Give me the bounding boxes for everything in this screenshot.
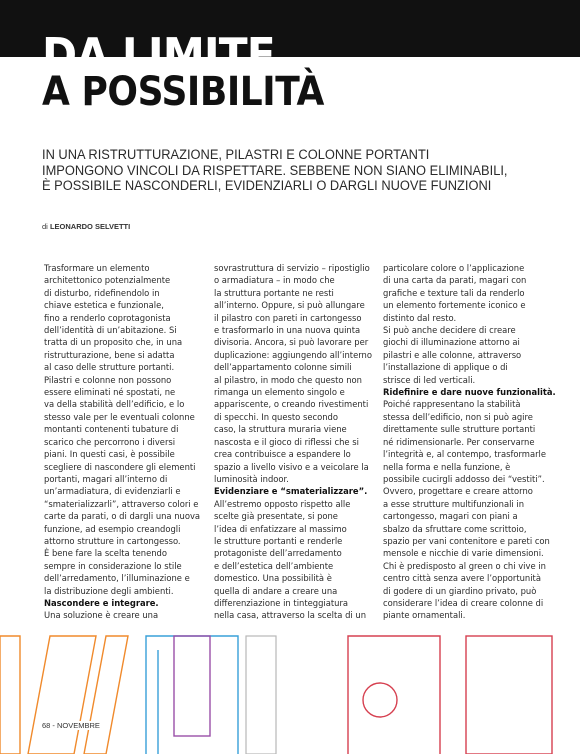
body-line: le strutture portanti e renderle [214, 535, 343, 546]
body-line: giochi di illuminazione attorno ai [383, 337, 520, 348]
body-line: “smaterializzarli”, attraverso colori e [44, 498, 199, 509]
body-line: particolare colore o l’applicazione [383, 263, 525, 273]
body-line: di una carta da parati, magari con [383, 275, 527, 286]
body-line: sbalzo da sfruttare come scrittoio, [383, 523, 527, 534]
body-line: protagoniste dell’arredamento [214, 548, 342, 559]
section-heading: Ridefinire e dare nuove funzionalità. [383, 387, 556, 398]
body-line: sempre in considerazione lo stile [44, 560, 182, 571]
text-column-2 [214, 262, 372, 622]
body-line: appariscente, o creando rivestimenti [214, 399, 369, 410]
body-line: dell’identità di un’abitazione. Si [44, 325, 177, 336]
body-line: fino a renderlo coprotagonista [44, 312, 171, 323]
body-line: portanti, magari all’interno di [44, 473, 168, 484]
subtitle-line: IN UNA RISTRUTTURAZIONE, PILASTRI E COLONNE PORTANTI [42, 147, 430, 162]
body-line: sovrastruttura di servizio – ripostiglio [214, 263, 370, 273]
subtitle [42, 147, 542, 194]
body-line: Pilastri e colonne non possono [44, 374, 172, 385]
body-line: pilastri e alle colonne, attraverso [383, 349, 522, 360]
body-line: l’idea di enfatizzare al massimo [214, 523, 347, 534]
body-line: considerare l’idea di creare colonne di [383, 597, 544, 608]
body-line: scegliere di nascondere gli elementi [44, 461, 196, 472]
section-heading: Nascondere e integrare. [44, 597, 159, 608]
body-line: stesso vale per le eventuali colonne [44, 411, 195, 422]
body-line: chiave estetica e funzionale, [44, 300, 164, 311]
body-line: dell’arredamento, l’illuminazione e [44, 573, 190, 584]
page-folio: 68 - NOVEMBRE [42, 721, 100, 730]
body-line: la distribuzione degli ambienti. [44, 585, 174, 596]
body-line: il pilastro con pareti in cartongesso [214, 312, 362, 323]
body-line: È bene fare la scelta tenendo [44, 548, 167, 559]
body-line: Trasformare un elemento [44, 263, 150, 273]
body-line: montanti contenenti tubature di [44, 424, 179, 435]
orange-pillar [28, 636, 96, 754]
red-column [466, 636, 552, 754]
subtitle-line: IMPONGONO VINCOLI DA RISPETTARE. SEBBENE NON SIANO ELIMINABILI, [42, 162, 508, 178]
body-line: e trasformarlo in una nuova quinta [214, 325, 361, 336]
body-line: di godere di un giardino privato, può [383, 585, 537, 596]
grey-pillar [246, 636, 276, 754]
orange-pillars [0, 636, 128, 754]
body-line: va della stabilità dell’edificio, e lo [44, 399, 185, 410]
body-line: attorno strutture in cartongesso. [44, 535, 181, 546]
body-line: l’integrità e, al contempo, trasformarle [383, 449, 547, 460]
body-line: piante ornamentali. [383, 610, 466, 621]
body-line: e dell’estetica dell’ambiente [214, 560, 334, 571]
body-line: o armadiatura – in modo che [214, 275, 335, 286]
body-line: all’interno. Oppure, si può allungare [214, 300, 365, 311]
body-line: un’armadiatura, di evidenziarli e [44, 486, 181, 497]
body-line: Chi è predisposto al green o chi vive in [383, 560, 546, 571]
body-line: Poiché rappresentano la stabilità [383, 399, 521, 410]
body-line: un elemento fortemente iconico e [383, 300, 526, 311]
body-line: All’estremo opposto rispetto alle [214, 498, 351, 509]
body-line: divisoria. Ancora, si può lavorare per [214, 337, 369, 348]
body-line: al pilastro, in modo che questo non [214, 374, 362, 385]
body-line: tratta di un proposito che, in una [44, 337, 183, 348]
section-heading: Evidenziare e “smaterializzare”. [214, 486, 368, 497]
body-line: l’installazione di applique o di [383, 362, 508, 373]
body-line: spazio per vani contenitore e pareti con [383, 535, 550, 546]
byline [42, 222, 130, 231]
body-line: Una soluzione è creare una [44, 610, 159, 621]
body-line: possibile cucirgli addosso dei “vestiti”. [383, 473, 545, 484]
body-line: nella casa, attraverso la scelta di un [214, 610, 367, 621]
body-line: caso, la struttura muraria viene [214, 424, 347, 435]
body-line: la struttura portante ne resti [214, 287, 334, 298]
body-line: centro città senza avere l’opportunità [383, 573, 541, 584]
body-line: di specchi. In questo secondo [214, 411, 338, 422]
body-line: architettonico potenzialmente [44, 275, 171, 286]
text-column-3 [383, 262, 556, 622]
body-line: piani. In questi casi, è possibile [44, 449, 175, 460]
body-line: mensole e nicchie di varie dimensioni. [383, 548, 544, 559]
text-column-1 [44, 262, 201, 622]
body-line: scelte già presentate, si pone [214, 511, 338, 522]
body-line: domestico. Una possibilità è [214, 573, 332, 584]
body-line: al caso delle strutture portanti. [44, 362, 175, 373]
title-line-2: A POSSIBILITÀ [42, 69, 324, 115]
body-line: direttamente sulle strutture portanti [383, 424, 536, 435]
body-line: stessa dell’edificio, non si può agire [383, 411, 533, 422]
body-line: a esse strutture multifunzionali in [383, 498, 525, 509]
body-line: cartongesso, magari con piani a [383, 511, 518, 522]
body-line: distinto dal resto. [383, 312, 457, 323]
body-line: dell’appartamento colonne simili [214, 362, 352, 373]
body-line: duplicazione: aggiungendo all’interno [214, 349, 372, 360]
orange-pillar [84, 636, 128, 754]
body-line: di disturbo, ridefinendolo in [44, 287, 160, 298]
body-line: luminosità indoor. [214, 473, 289, 484]
body-line: nascosta e il gioco di riflessi che si [214, 436, 359, 447]
body-line: grafiche e texture tali da renderlo [383, 287, 525, 298]
body-line: essere eliminati né spostati, ne [44, 387, 176, 398]
body-line: Si può anche decidere di creare [383, 325, 516, 336]
title-line-1: DA LIMITE [42, 28, 275, 82]
body-line: nella forma e nella funzione, è [383, 461, 511, 472]
body-line: funzione, ad esempio creandogli [44, 523, 181, 534]
body-line: ristrutturazione, bene si adatta [44, 349, 175, 360]
body-line: carte da parati, o di dargli una nuova [44, 511, 201, 522]
byline-prefix: di [42, 222, 48, 231]
body-line: rimanga un elemento singolo e [214, 387, 345, 398]
red-frame [348, 636, 440, 754]
body-line: crea contribuisce a espandere lo [214, 449, 351, 460]
body-line: Ovvero, progettare e creare attorno [383, 486, 533, 497]
red-circle [363, 683, 397, 717]
body-line: strisce di led verticali. [383, 374, 476, 385]
decorative-illustration [0, 630, 580, 754]
body-line: né ridimensionarle. Per conservarne [383, 436, 535, 447]
grey-structure [246, 636, 276, 754]
purple-pillar [174, 636, 210, 736]
orange-pillar [0, 636, 20, 754]
red-structure [348, 636, 552, 754]
subtitle-line: È POSSIBILE NASCONDERLI, EVIDENZIARLI O DARGLI NUOVE FUNZIONI [42, 178, 492, 193]
body-line: spazio a livello visivo e a veicolare la [214, 461, 369, 472]
body-line: differenziazione in tinteggiatura [214, 597, 349, 608]
body-line: quella di andare a creare una [214, 585, 338, 596]
purple-structure [174, 636, 210, 736]
body-line: scarico che percorrono i diversi [44, 436, 176, 447]
byline-author: LEONARDO SELVETTI [49, 222, 131, 231]
